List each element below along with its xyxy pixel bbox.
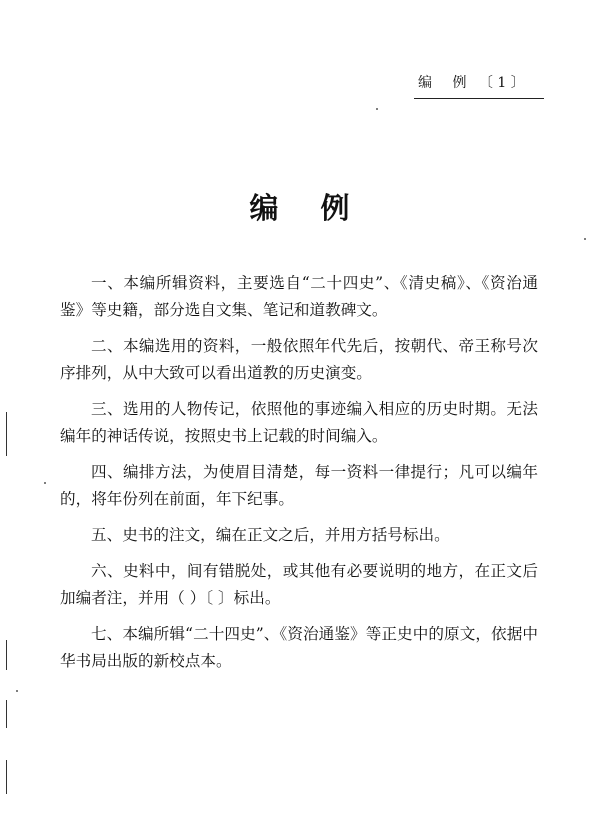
scan-edge-mark — [6, 760, 7, 794]
page-number: 〔 1 〕 — [478, 75, 525, 91]
page-title: 编例 — [249, 191, 392, 225]
header-rule — [414, 98, 544, 99]
paragraph-4: 四、编排方法，为使眉目清楚，每一资料一律提行；凡可以编年的，将年份列在前面，年下纪事。 — [60, 463, 538, 508]
scan-speck — [584, 238, 586, 240]
scan-speck — [16, 690, 18, 692]
paragraph-2: 二、本编选用的资料，一般依照年代先后，按朝代、帝王称号次序排列，从中大致可以看出道教的历史演变。 — [60, 337, 538, 382]
running-head-title: 编 例 — [418, 75, 475, 91]
scan-speck — [44, 482, 46, 484]
scan-edge-mark — [6, 412, 7, 456]
paragraph-6: 六、史料中，间有错脱处，或其他有必要说明的地方，在正文后加编者注，并用（ ）〔 〕标出。 — [60, 562, 538, 607]
paragraph-3: 三、选用的人物传记，依照他的事迹编入相应的历史时期。无法编年的神话传说，按照史书上记载的时间编入。 — [60, 400, 538, 445]
paragraph-5: 五、史书的注文，编在正文之后，并用方括号标出。 — [91, 526, 450, 544]
body-text — [60, 270, 538, 684]
scan-edge-mark — [6, 640, 7, 670]
scan-edge-mark — [6, 700, 7, 728]
paragraph-7: 七、本编所辑“二十四史”、《资治通鉴》等正史中的原文，依据中华书局出版的新校点本。 — [60, 625, 538, 670]
scan-speck — [376, 108, 378, 110]
paragraph-1: 一、本编所辑资料，主要选自“二十四史”、《清史稿》、《资治通鉴》等史籍，部分选自文集、笔记和道教碑文。 — [60, 274, 538, 319]
running-head — [418, 72, 544, 92]
